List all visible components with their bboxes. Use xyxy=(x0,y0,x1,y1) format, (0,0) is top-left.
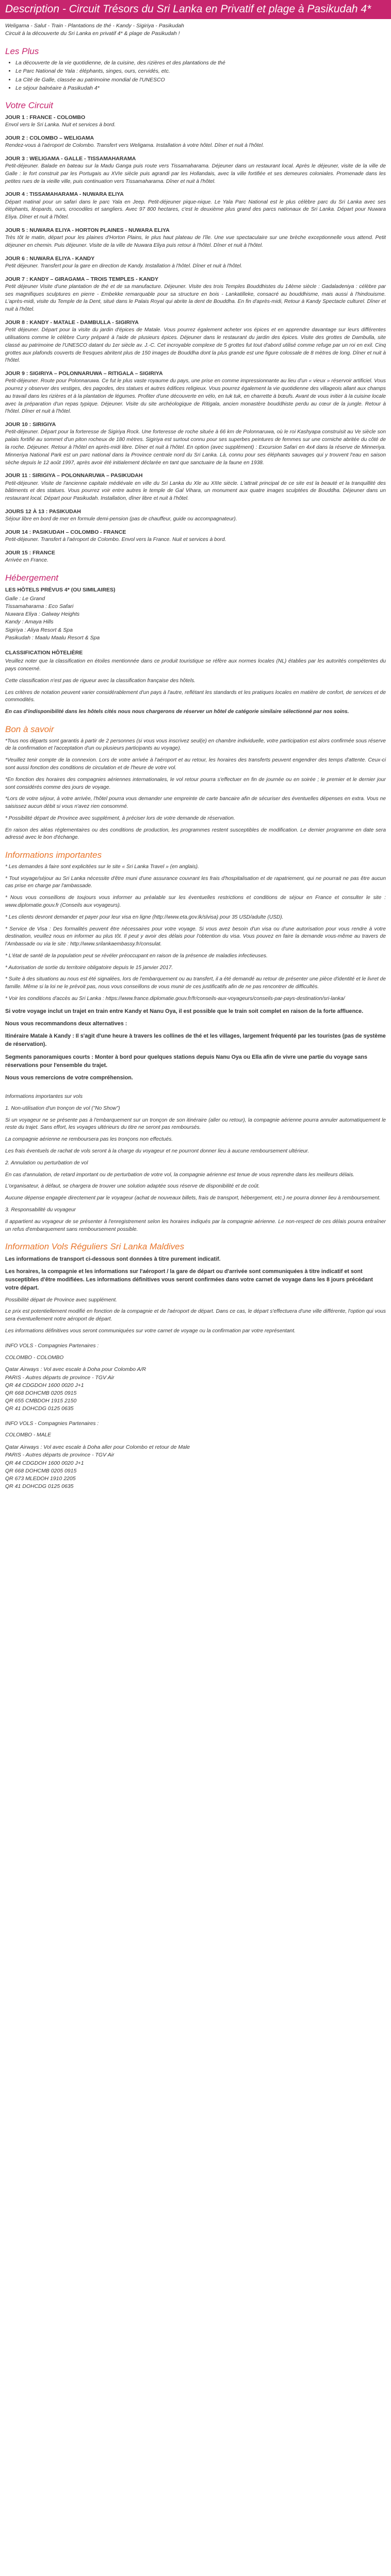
flight-info-paragraph: La compagnie aérienne ne remboursera pas les tronçons non effectués. xyxy=(5,1137,173,1143)
vols-paragraph: Les informations définitives vous seront communiquées sur votre carnet de voyage ou la confirmation par votre représentant. xyxy=(5,1328,296,1334)
day-description: Petit-déjeuner. Départ pour la forteresse de Sigiriya Rock. Une forteresse de roche située à 66 km de Polonnaruwa, où le roi Kashyapa construisit au Ve siècle son palais fortifié au sommet d'un piton rocheux de 180 mètres. Sigiriya est surtout connu pour ses superbes peintures de femmes sur une corniche abritée du côté de la roche. Déjeuner. Retour à l'hôtel en après-midi libre. Dîner et nuit à l'hôtel. En option (avec supplément) : Excursion Safari en 4x4 dans la réserve de Minneriya. Minneriya National Park est un parc national dans la Province centrale nord du Sri Lanka. Là, connu pour ses éléphants sauvages qui y trouvent l'eau en saison sèche depuis le 12 août 1997, après avoir été initialement déclarée en tant que sanctuaire de la faune en 1938. xyxy=(5,429,386,466)
infos-text xyxy=(5,863,386,1003)
vols-block2-lines xyxy=(5,1444,386,1490)
flight-line: QR 655 CMBDOH 1915 2150 xyxy=(5,1398,77,1404)
hotel-item: Tissamaharama : Eco Safari xyxy=(5,603,74,609)
flight-info-title: Informations importantes sur vols xyxy=(5,1094,83,1100)
flight-line: QR 41 DOHCDG 0125 0635 xyxy=(5,1483,74,1490)
flight-info-paragraph: 2. Annulation ou perturbation de vol xyxy=(5,1160,88,1166)
day-description: Départ matinal pour un safari dans le parc Yala en Jeep. Petit-déjeuner pique-nique. Le Yala Parc National est le plus célèbre parc du Sri Lanka avec ses éléphants, léopards, ours, crocodiles et sangliers. Avec 97 800 hectares, c'est le deuxième plus grand des parcs nationaux de Sri Lanka. Départ pour Nuwara Eliya. Dîner et nuit à l'hôtel. xyxy=(5,199,386,221)
vols-block2-title: INFO VOLS - Compagnies Partenaires : xyxy=(5,1420,99,1427)
day-description: Petit-déjeuner. Balade en bateau sur la Madu Ganga puis route vers Tissamaharama. Déjeuner dans un restaurant local. Après le déjeuner, visite de la ville de Galle : le fort construit par les Portugais au XVIe siècle puis agrandi par les Hollandais, avec la ville fortifiée et ses demeures coloniales. Promenade dans les petites rues de la vieille ville, puis continuation vers Tissamaharama. Dîner et nuit à l'hôtel. xyxy=(5,163,386,184)
info-paragraph: * Nous vous conseillons de toujours vous informer au préalable sur les éventuelles restrictions et conditions de séjour en France et consulter le site : www.diplomatie.gouv.fr (Conseils aux voyageurs). xyxy=(5,895,386,908)
intro-route: Weligama - Salut - Train - Plantations de thé - Kandy - Sigiriya - Pasikudah xyxy=(5,23,184,29)
info-paragraph: * Suite à des situations au nous est été signalées, lors de l'embarquement ou au transfert, il a été demandé au retour de présenter une pièce d'identité et le livret de famille. Même si la loi ne le prévoit pas, nous vous conseillons de vous munir de ces justificatifs afin de ne pas rencontrer de difficultés. xyxy=(5,976,386,990)
info-paragraph: * L'état de santé de la population peut se révéler préoccupant en raison de la présence de maladies infectieuses. xyxy=(5,953,268,959)
plus-item: • La découverte de la vie quotidienne, de la cuisine, des rizières et des plantations de thé xyxy=(15,59,386,67)
info-paragraph: * Les clients devront demander et payer pour leur visa en ligne (http://www.eta.gov.lk/slvisa) pour 35 USD/adulte (USD). xyxy=(5,914,284,920)
flight-line: Qatar Airways : Vol avec escale à Doha pour Colombo A/R xyxy=(5,1366,146,1373)
day-title: JOUR 4 : TISSAMAHARAMA - NUWARA ELIYA xyxy=(5,191,124,198)
intro-tagline: Circuit à la découverte du Sri Lanka en privatif 4* & plage de Pasikudah ! xyxy=(5,30,180,37)
flight-line: PARIS - Autres départs de province - TGV Air xyxy=(5,1374,115,1381)
train-alternatives xyxy=(5,1020,386,1082)
day-item xyxy=(5,155,386,186)
train-alternative: Segments panoramiques courts : Monter à bord pour quelques stations depuis Nanu Oya ou Ella afin de vivre une partie du voyage sans réservations pour l'ensemble du trajet. xyxy=(5,1054,367,1069)
day-item xyxy=(5,191,386,222)
info-paragraph: * Service de Visa : Des formalités peuvent être nécessaires pour votre voyage. Si vous avez besoin d'un visa ou d'une autorisation pour vous rendre à votre destination, veuillez nous en informer au plus tôt. Il peut y avoir des délais pour l'obtention du visa. Vous pouvez en faire la demande vous-même au travers de l'Ambassade ou via le site : http://www.srilankaembassy.fr/consulat. xyxy=(5,926,386,947)
flight-line: QR 668 DOHCMB 0205 0915 xyxy=(5,1467,77,1474)
day-description: Arrivée en France. xyxy=(5,557,48,564)
vols-schedule-note: Les horaires, la compagnie et les informations sur l'aéroport / la gare de départ ou d'arrivée sont communiquées à titre indicatif et sont susceptibles d'être modifiées. Les informations définitives vous seront confirmées dans votre carnet de voyage dans les 8 jours précédant votre départ. xyxy=(5,1268,373,1292)
day-item xyxy=(5,421,386,467)
flight-info-paragraph: Aucune dépense engagée directement par le voyageur (achat de nouveaux billets, frais de transport, hébergement, etc.) ne pourra donner lieu à remboursement. xyxy=(5,1195,381,1201)
flight-line: QR 44 CDGDOH 1600 0020 J+1 xyxy=(5,1460,84,1466)
hotels-list xyxy=(5,595,386,642)
page-title-banner xyxy=(0,0,391,19)
plus-item: • Le séjour balnéaire à Pasikudah 4* xyxy=(15,84,386,92)
bon-a-savoir-paragraph: *Tous nos départs sont garantis à partir de 2 personnes (si vous vous inscrivez seul(e) en chambre individuelle, votre participation est alors confirmée sous réserve de la confirmation et l'acceptation d'un ou plusieurs participants au voyage). xyxy=(5,738,386,752)
flight-info-paragraph: Les frais éventuels de rachat de vols seront à la charge du voyageur et ne pourront donner lieu à aucune remboursement ultérieur. xyxy=(5,1148,309,1155)
flight-info-paragraph: Si un voyageur ne se présente pas à l'embarquement sur un tronçon de son itinéraire (aller ou retour), la compagnie aérienne pourra annuler automatiquement le reste du trajet. Sans effort, les voyages ultérieurs du titre ne seront pas remboursés. xyxy=(5,1117,386,1131)
day-item xyxy=(5,319,386,365)
flight-line: Qatar Airways : Vol avec escale à Doha aller pour Colombo et retour de Male xyxy=(5,1444,190,1451)
classification-text xyxy=(5,658,386,704)
classification-title: CLASSIFICATION HÔTELIÈRE xyxy=(5,650,83,656)
train-alternative: Nous vous recommandons deux alternatives : xyxy=(5,1021,127,1027)
day-description: Séjour libre en bord de mer en formule demi-pension (pas de chauffeur, guide ou accompagnateur). xyxy=(5,516,237,522)
train-alternative: Itinéraire Matale à Kandy : Il s'agit d'une heure à travers les collines de thé et les villages, largement fréquenté par les touristes (pas de système de réservation). xyxy=(5,1033,386,1048)
plus-list xyxy=(5,59,386,92)
day-item xyxy=(5,472,386,503)
bon-a-savoir-last: En raison des aléas réglementaires ou des conditions de production, les programmes restent susceptibles de modification. Le dernier programme en date sera adressé avec le bon d'échange. xyxy=(5,827,386,841)
day-description: Rendez-vous à l'aéroport de Colombo. Transfert vers Weligama. Installation à votre hôtel. Dîner et nuit à l'hôtel. xyxy=(5,142,264,148)
info-paragraph: * Voir les conditions d'accès au Sri Lanka : https://www.france.diplomatie.gouv.fr/fr/conseils-aux-voyageurs/conseils-par-pays-destination/sri-lanka/ xyxy=(5,996,345,1002)
hotel-item: Galle : Le Grand xyxy=(5,595,45,602)
vols-paragraph: Le prix est potentiellement modifié en fonction de la compagnie et de l'aéroport de départ. Dans ce cas, le départ s'effectuera d'une ville différente, l'option qui vous sera éventuellement notre aéroport de départ. xyxy=(5,1309,386,1323)
day-item xyxy=(5,276,386,314)
flight-info-text xyxy=(5,1105,386,1233)
day-title: JOUR 7 : KANDY – GIRAGAMA – TROIS TEMPLES - KANDY xyxy=(5,276,158,282)
vols-block2-route: COLOMBO - MALE xyxy=(5,1432,51,1438)
classification-paragraph: Veuillez noter que la classification en étoiles mentionnée dans ce produit touristique se réfère aux normes locales (NL) établies par les autorités compétentes du pays concerné. xyxy=(5,658,386,672)
vols-block1-title: INFO VOLS - Compagnies Partenaires : xyxy=(5,1343,99,1349)
day-description: Petit-déjeuner. Visite de l'ancienne capitale médiévale en ville du Sri Lanka du Xle au XIIIe siècle. L'attrait principal de ce site est la beauté et la tranquillité des bâtiments et des statues. Vous pourrez voir entre autres le temple de Gal Vihara, un monument aux quatre images sculptées de Bouddha. Déjeuner dans un restaurant local. Départ pour Pasikudah. Installation, dîner libre et nuit à l'hôtel. xyxy=(5,480,386,502)
vols-intro: Les informations de transport ci-dessous sont données à titre purement indicatif. xyxy=(5,1256,221,1262)
plus-item: • La Cité de Galle, classée au patrimoine mondial de l'UNESCO xyxy=(15,76,386,84)
vols-block1-lines xyxy=(5,1366,386,1413)
classification-paragraph: Les critères de notation peuvent varier considérablement d'un pays à l'autre, reflétant les standards et les pratiques locales en matière de confort, de services et de commodités. xyxy=(5,689,386,703)
day-title: JOUR 14 : PASIKUDAH – COLOMBO - FRANCE xyxy=(5,529,126,535)
flight-line: PARIS - Autres départs de province - TGV Air xyxy=(5,1452,115,1459)
plus-item: • Le Parc National de Yala : éléphants, singes, ours, cervidés, etc. xyxy=(15,67,386,75)
day-item xyxy=(5,549,386,565)
day-description: Envol vers le Sri Lanka. Nuit et services à bord. xyxy=(5,122,116,128)
day-item xyxy=(5,529,386,544)
vols-title: Information Vols Réguliers Sri Lanka Maldives xyxy=(5,1242,185,1252)
page-title: Description - Circuit Trésors du Sri Lanka en Privatif et plage à Pasikudah 4* xyxy=(5,3,371,15)
bon-a-savoir-paragraph: * Possibilité départ de Province avec supplément, à préciser lors de votre demande de réservation. xyxy=(5,815,235,821)
flight-line: QR 44 CDGDOH 1600 0020 J+1 xyxy=(5,1382,84,1388)
day-item xyxy=(5,134,386,150)
train-alternative: Nous vous remercions de votre compréhension. xyxy=(5,1074,133,1081)
vols-block1-route: COLOMBO - COLOMBO xyxy=(5,1354,64,1361)
plus-title: Les Plus xyxy=(5,46,39,56)
day-title: JOUR 5 : NUWARA ELIYA - HORTON PLAINES - NUWARA ELIYA xyxy=(5,227,170,233)
info-paragraph: * Les demandes à faire sont explicitées sur le site « Sri Lanka Travel » (en anglais). xyxy=(5,863,199,870)
bon-a-savoir-paragraph: *En fonction des horaires des compagnies aériennes internationales, le vol retour pourra s'effectuer en fin de journée ou en soirée ; le premier et le dernier jour sont considérés comme des jours de voyage. xyxy=(5,776,386,790)
day-title: JOUR 2 : COLOMBO – WELIGAMA xyxy=(5,134,94,141)
flight-info-paragraph: 3. Responsabilité du voyageur xyxy=(5,1207,76,1213)
day-item xyxy=(5,255,386,270)
bon-a-savoir-paragraph: *Lors de votre séjour, à votre arrivée, l'hôtel pourra vous demander une empreinte de carte bancaire afin de sécuriser des éventuelles dépenses en extra. Vous ne saisissez aucun débit si vous n'avez rien consommé. xyxy=(5,796,386,810)
day-item xyxy=(5,114,386,129)
classification-paragraph: Cette classification n'est pas de rigueur avec la classification française des hôtels. xyxy=(5,677,196,684)
hotel-item: Nuwara Eliya : Galway Heights xyxy=(5,611,80,618)
flight-info-paragraph: L'organisateur, à défaut, se chargera de trouver une solution adaptée sous réserve de disponibilité et de coût. xyxy=(5,1183,260,1190)
bon-a-savoir-paragraph: *Veuillez tenir compte de la connexion. Lors de votre arrivée à l'aéroport et au retour, les horaires des transferts peuvent engendrer des temps d'attente. Ceux-ci sont aussi fonction des conditions de circulation et de l'heure de votre vol. xyxy=(5,757,386,771)
day-title: JOUR 1 : FRANCE - COLOMBO xyxy=(5,114,86,121)
day-description: Petit-déjeuner. Route pour Polonnaruwa. Ce fut le plus vaste royaume du pays, une prise en comme impressionnante au lieu d'un « vieux » réservoir artificiel. Vous pourrez y observer des vestiges, des pagodes, des statues et autres édifices religieux. Vous pourrez également la vie quotidienne des villageois allant aux champs au travail dans les rizières et à la plantation de légumes. Profiter d'une découverte en vélo, en tuk tuk, en charrette à bœufs. Avant de vous initier à la cuisine locale avec la préparation d'un repas typique. Déjeuner. Visite du site archéologique de Ritigala, ancien monastère bouddhiste perdu au cœur de la jungle. Retour à l'hôtel. Dîner et nuit à l'hôtel. xyxy=(5,378,386,415)
day-title: JOUR 10 : SIRIGIYA xyxy=(5,421,56,428)
infos-title: Informations importantes xyxy=(5,850,102,860)
hotel-item: Sigiriya : Aliya Resort & Spa xyxy=(5,626,73,633)
main-content xyxy=(0,19,391,1490)
train-notice: Si votre voyage inclut un trajet en train entre Kandy et Nanu Oya, il est possible que le train soit complet en raison de la forte affluence. xyxy=(5,1008,364,1014)
info-paragraph: * Tout voyage/séjour au Sri Lanka nécessite d'être muni d'une assurance couvrant les frais d'hospitalisation et de rapatriement, qui ne pourrait ne pas être aucun cas prise en charge par l'ambassade. xyxy=(5,875,386,889)
flight-info-paragraph: 1. Non-utilisation d'un tronçon de vol ("No Show") xyxy=(5,1105,120,1111)
classification-note: En cas d'indisponibilité dans les hôtels cités nous nous chargerons de réserver un hôtel de catégorie similaire sélectionné par nos soins. xyxy=(5,709,349,715)
day-description: Petit déjeuner. Transfert pour la gare en direction de Kandy. Installation à l'hôtel. Dîner et nuit à l'hôtel. xyxy=(5,263,242,269)
day-description: Petit-déjeuner. Transfert à l'aéroport de Colombo. Envol vers la France. Nuit et services à bord. xyxy=(5,537,226,543)
flight-line: QR 673 MLEDOH 1910 2205 xyxy=(5,1476,76,1482)
flight-line: QR 41 DOHCDG 0125 0635 xyxy=(5,1405,74,1412)
day-title: JOUR 11 : SIRIGIYA – POLONNARUWA – PASIKUDAH xyxy=(5,472,143,479)
flight-line: QR 668 DOHCMB 0205 0915 xyxy=(5,1390,77,1397)
hotel-item: Kandy : Amaya Hills xyxy=(5,619,54,625)
day-title: JOUR 6 : NUWARA ELIYA - KANDY xyxy=(5,255,95,262)
info-paragraph: * Autorisation de sortie du territoire obligatoire depuis le 15 janvier 2017. xyxy=(5,964,173,971)
day-item xyxy=(5,370,386,416)
hotel-item: Pasikudah : Maalu Maalu Resort & Spa xyxy=(5,634,100,641)
hotels-list-title: LES HÔTELS PRÉVUS 4* (OU SIMILAIRES) xyxy=(5,586,116,593)
day-list xyxy=(5,114,386,565)
day-description: Petit déjeuner. Départ pour la visite du jardin d'épices de Matale. Vous pourrez également acheter vos épices et en apprendre davantage sur leurs différentes utilisations comme le célèbre Curry préparé à l'aide de plusieurs épices. Déjeuner dans le restaurant du jardin des épices. Visite des grottes de Dambulla, site classé au patrimoine de l'UNESCO datant du 1er siècle av. J.-C. Cet incroyable complexe de 5 grottes fut tout d'abord utilisé comme refuge par un roi en exil. Cinq grottes aux plafonds couverts de fresques abritent plus de 150 images de Bouddha dont la plus grande est une figure colossale de 8 mètres de long. Dîner et nuit à l'hôtel. xyxy=(5,327,386,364)
hebergement-title: Hébergement xyxy=(5,572,59,583)
day-title: JOURS 12 À 13 : PASIKUDAH xyxy=(5,508,81,515)
vols-paragraph: Possibilité départ de Province avec supplément. xyxy=(5,1297,117,1303)
day-title: JOUR 15 : FRANCE xyxy=(5,549,55,556)
day-item xyxy=(5,508,386,523)
bon-a-savoir-title: Bon à savoir xyxy=(5,724,54,734)
circuit-title: Votre Circuit xyxy=(5,100,53,111)
day-title: JOUR 3 : WELIGAMA - GALLE - TISSAMAHARAMA xyxy=(5,155,136,162)
flight-info-paragraph: Il appartient au voyageur de se présenter à l'enregistrement selon les horaires indiqués par la compagnie aérienne. Le non-respect de ces délais pourra entraîner un refus d'embarquement sans remboursement possible. xyxy=(5,1218,386,1232)
day-description: Petit déjeuner Visite d'une plantation de thé et de sa manufacture. Déjeuner. Visite des trois Temples Bouddhistes du 14ème siècle : Gadaladeniya : célèbre par ses magnifiques sculptures en pierre - Embekke remarquable pour sa structure en bois - Lankatilleke, consacré au bouddhisme, mais aussi à l'hindouisme. L'après-midi, visite du Temple de la Dent, situé dans le Palais Royal qui abrite la dent de Bouddha. En fin d'après-midi, Retour à Kandy Spectacle culturel. Dîner et nuit à l'hôtel. xyxy=(5,283,386,313)
day-title: JOUR 9 : SIGIRIYA – POLONNARUWA – RITIGALA – SIGIRIYA xyxy=(5,370,163,377)
day-description: Très tôt le matin, départ pour les plaines d'Horton Plains, le plus haut plateau de l'île. Une vue spectaculaire sur une brèche exceptionnelle vous attend. Petit déjeuner en chemin. Puis déjeuner. Visite de la ville de Nuwara Eliya puis retour à l'hôtel. Dîner et nuit à l'hôtel. xyxy=(5,235,386,248)
day-item xyxy=(5,227,386,250)
intro xyxy=(5,22,386,38)
vols-text xyxy=(5,1297,386,1335)
bon-a-savoir-text xyxy=(5,738,386,823)
day-title: JOUR 8 : KANDY - MATALE - DAMBULLA - SIGIRIYA xyxy=(5,319,139,326)
flight-info-paragraph: En cas d'annulation, de retard important ou de perturbation de votre vol, la compagnie aérienne est tenue de vous reprendre dans les meilleurs délais. xyxy=(5,1172,354,1178)
